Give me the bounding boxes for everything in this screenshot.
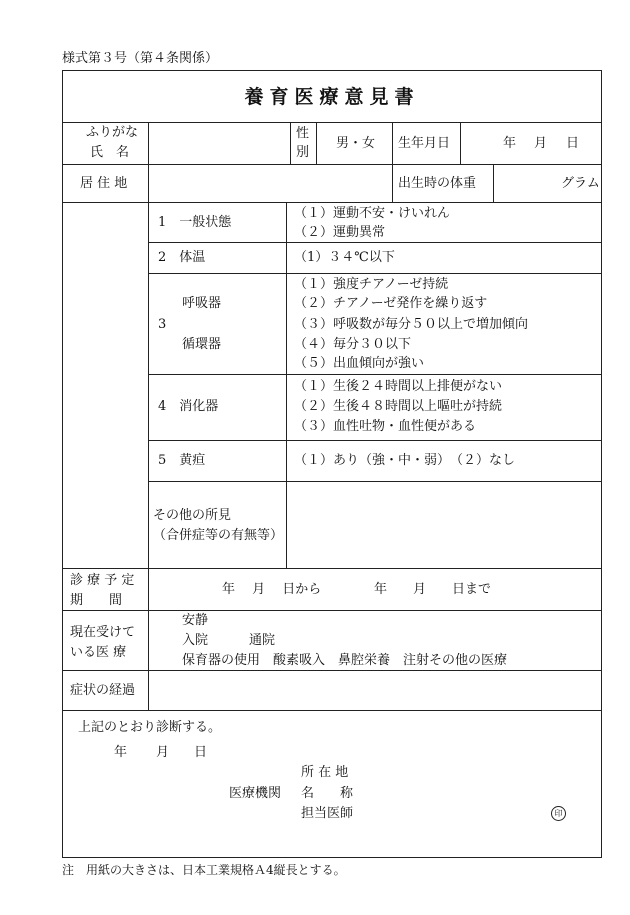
sex-label-bottom: 別: [296, 145, 310, 160]
condition-item: （１）運動不安・けいれん: [294, 206, 451, 221]
condition-label: 呼吸器: [182, 296, 222, 311]
birthdate-day: 日: [566, 136, 580, 151]
schedule-label-bottom: 期 間: [70, 593, 123, 608]
other-findings-label: その他の所見: [153, 508, 232, 523]
furigana-label: ふりがな: [86, 125, 139, 140]
current-treatment-label-top: 現在受けて: [70, 625, 136, 640]
condition-item: （２）運動異常: [294, 225, 386, 240]
condition-label: 1 一般状態: [158, 215, 232, 230]
condition-label: 循環器: [182, 337, 222, 352]
progress-label: 症状の経過: [70, 683, 136, 698]
condition-item: （1）３４℃以下: [294, 250, 395, 265]
condition-label: 2 体温: [158, 250, 206, 265]
treatment-inpatient: 入院: [182, 633, 209, 648]
doctor-label: 担当医師: [301, 806, 354, 821]
birthdate-month: 月: [534, 136, 548, 151]
institution-label: 医療機関: [229, 786, 282, 801]
condition-item: （３）呼吸数が毎分５０以上で増加傾向: [294, 317, 529, 332]
condition-item: （４）毎分３０以下: [294, 337, 412, 352]
condition-item: （１）あり（強・中・弱） （２）なし: [294, 453, 516, 468]
diagnosis-year: 年: [114, 745, 128, 760]
condition-number: 3: [158, 317, 167, 332]
gram-unit: グラム: [561, 176, 600, 191]
schedule-from: 年 月 日から: [222, 582, 322, 597]
diagnosis-month: 月: [156, 745, 170, 760]
schedule-to: 年 月 日まで: [374, 582, 492, 597]
birthdate-label: 生年月日: [398, 136, 451, 151]
condition-label: 5 黄疸: [158, 453, 206, 468]
schedule-label-top: 診 療 予 定: [70, 573, 135, 588]
condition-item: （１）強度チアノーゼ持続: [294, 277, 449, 292]
diagnosis-statement: 上記のとおり診断する。: [78, 720, 222, 735]
paper-size-note: 注 用紙の大きさは、日本工業規格Ａ4縦長とする。: [62, 863, 346, 877]
condition-item: （１）生後２４時間以上排便がない: [294, 379, 503, 394]
diagnosis-day: 日: [194, 745, 208, 760]
form-number: 様式第３号（第４条関係）: [62, 51, 219, 66]
treatment-rest: 安静: [182, 613, 209, 628]
birthdate-year: 年: [503, 136, 517, 151]
condition-item: （２）チアノーゼ発作を繰り返す: [294, 296, 488, 311]
other-findings-sublabel: （合併症等の有無等）: [153, 528, 284, 543]
birth-weight-label: 出生時の体重: [398, 176, 477, 191]
condition-item: （２）生後４８時間以上嘔吐が持続: [294, 399, 503, 414]
condition-item: （３）血性吐物・血性便がある: [294, 419, 477, 434]
treatment-outpatient: 通院: [249, 633, 276, 648]
seal-mark: 印: [551, 806, 566, 821]
name-label: 氏 名: [90, 145, 130, 160]
institution-name-label: 名 称: [301, 786, 354, 801]
condition-label: 4 消化器: [158, 399, 219, 414]
sex-label-top: 性: [296, 126, 310, 141]
sex-value: 男・女: [336, 136, 376, 151]
form-title: 養育医療意見書: [244, 86, 420, 108]
condition-item: （５）出血傾向が強い: [294, 356, 425, 371]
residence-label: 居 住 地: [80, 176, 128, 191]
treatment-methods: 保育器の使用 酸素吸入 鼻腔栄養 注射その他の医療: [182, 653, 508, 668]
current-treatment-label-bottom: いる医 療: [70, 645, 127, 660]
address-label: 所 在 地: [301, 765, 349, 780]
